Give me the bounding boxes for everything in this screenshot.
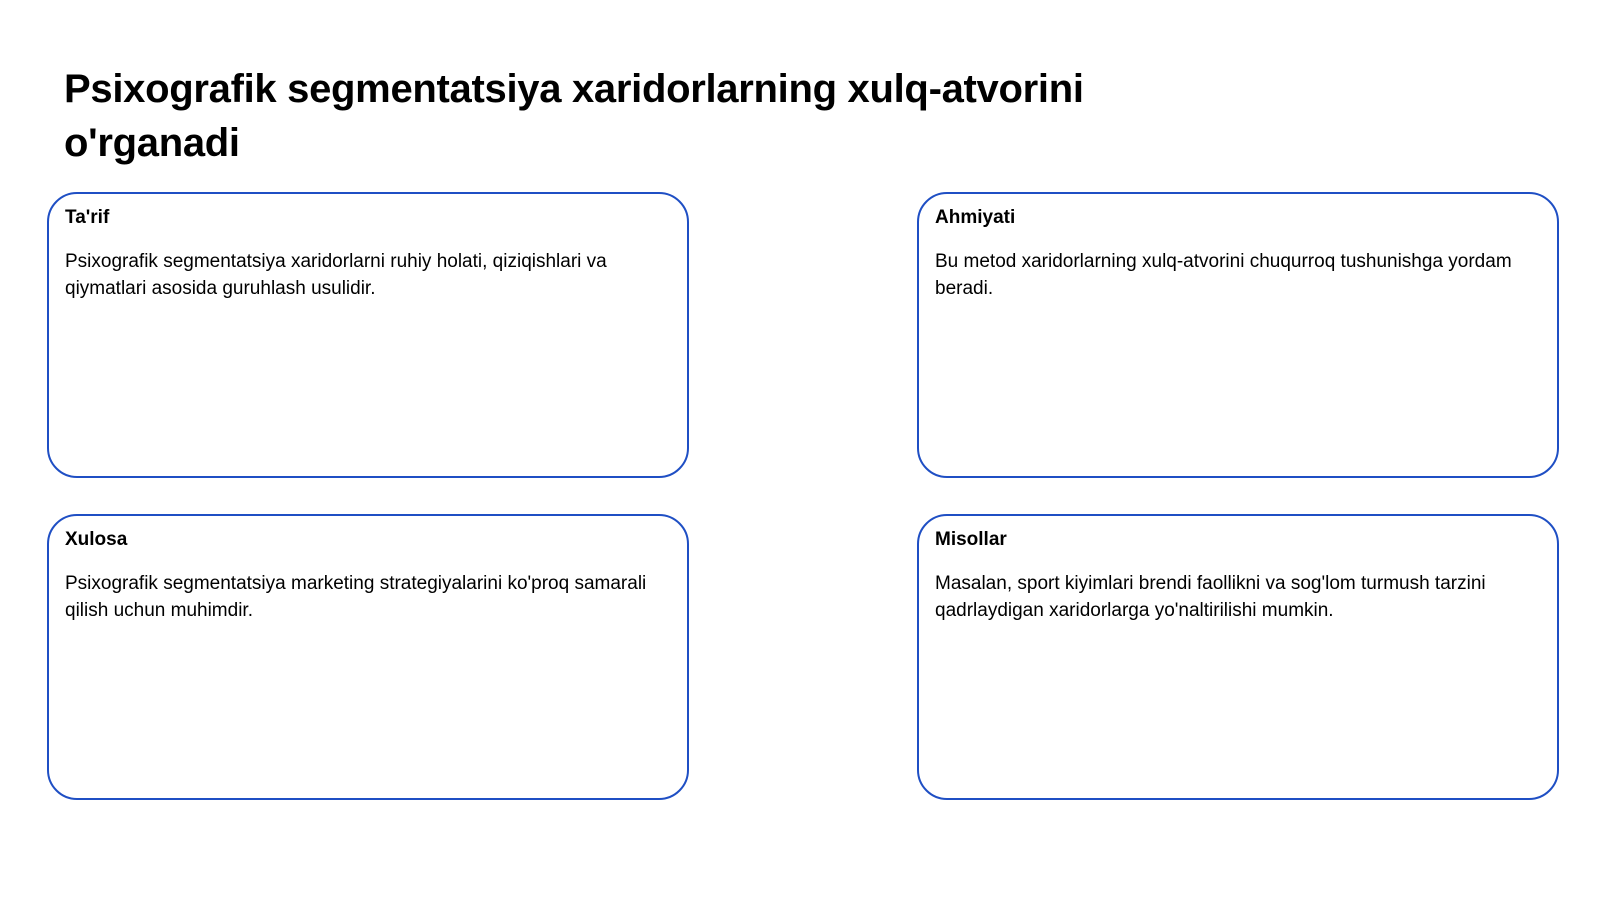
card-heading: Ta'rif [65, 207, 110, 228]
card-importance [917, 192, 1559, 478]
card-text: Masalan, sport kiyimlari brendi faollikni va sog'lom turmush tarzini qadrlaydigan xaridorlarga yo'naltirilishi mumkin. [935, 573, 1486, 621]
card-heading: Ahmiyati [935, 207, 1016, 228]
card-examples [917, 514, 1559, 800]
card-text: Psixografik segmentatsiya marketing strategiyalarini ko'proq samarali qilish uchun muhimdir. [65, 573, 647, 621]
card-text: Psixografik segmentatsiya xaridorlarni ruhiy holati, qiziqishlari va qiymatlari asosida guruhlash usulidir. [65, 251, 607, 299]
card-heading: Misollar [935, 529, 1007, 550]
card-definition [47, 192, 689, 478]
slide-title: Psixografik segmentatsiya xaridorlarning xulq-atvorini o'rganadi [64, 67, 1084, 165]
card-conclusion [47, 514, 689, 800]
card-text: Bu metod xaridorlarning xulq-atvorini chuqurroq tushunishga yordam beradi. [935, 251, 1512, 299]
card-heading: Xulosa [65, 529, 128, 550]
